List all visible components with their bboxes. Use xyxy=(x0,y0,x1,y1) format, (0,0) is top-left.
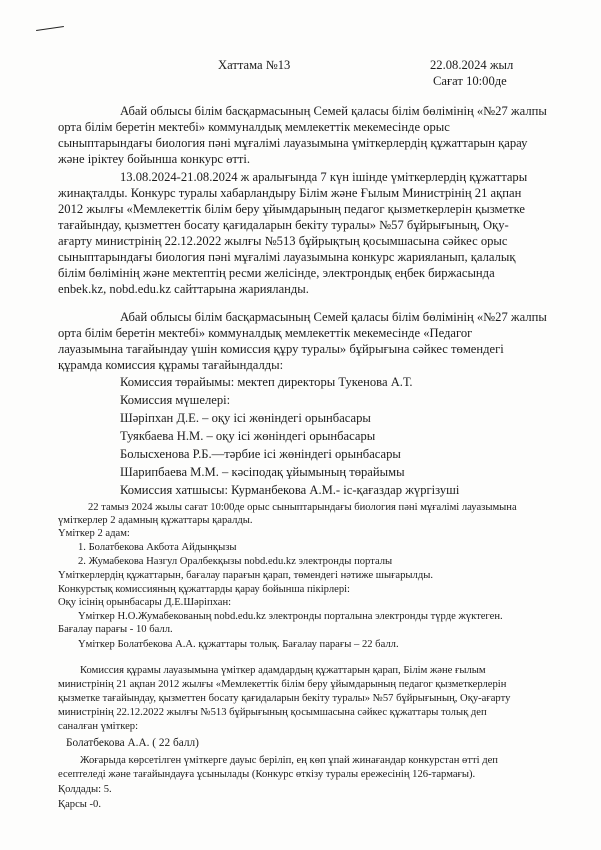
announcement-line: жинақталды. Конкурс туралы хабарландыру Білім және Ғылым Министрінің 21 ақпан xyxy=(58,186,522,200)
commission-member: Болысхенова Р.Б.—тәрбие ісі жөніндегі орынбасары xyxy=(120,447,401,461)
commission-intro-line: Абай облысы білім басқармасының Семей қаласы білім бөлімінің «№27 жалпы xyxy=(120,310,547,324)
announcement-line: 13.08.2024-21.08.2024 ж аралығында 7 күн ішінде үміткерлердің құжаттары xyxy=(120,170,528,184)
commission-intro-line: лауазымына тағайындау үшін комиссия құру туралы» бұйрығына сәйкес төмендегі xyxy=(58,342,504,356)
winner: Болатбекова А.А. ( 22 балл) xyxy=(66,737,199,749)
opinion-line: Үміткер Болатбекова А.А. құжаттары толық. Бағалау парағы – 22 балл. xyxy=(78,639,399,650)
intro-line: Абай облысы білім басқармасының Семей қаласы білім бөлімінің «№27 жалпы xyxy=(120,104,547,118)
opinion-line: Бағалау парағы - 10 балл. xyxy=(58,624,173,635)
candidate-item: 1. Болатбекова Акбота Айдынқызы xyxy=(78,542,237,553)
deputy-label: Оқу ісінің орынбасары Д.Е.Шәріпхан: xyxy=(58,597,232,608)
commission-members-title: Комиссия мүшелері: xyxy=(120,393,231,407)
review-opening: 22 тамыз 2024 жылы сағат 10:00де орыс сыныптарындағы биология пәні мұғалімі лауазымына xyxy=(88,502,517,513)
announcement-line: 2012 жылғы «Мемлекеттік білім беру ұйымдарының педагог қызметкерлерін қызметке xyxy=(58,202,525,216)
announcement-line: ағарту министрінің 22.12.2022 жылғы №513 бұйрықтың қосымшасына сәйкес орыс xyxy=(58,234,508,248)
commission-chair: Комиссия төрайымы: мектеп директоры Тукенова А.Т. xyxy=(120,375,413,389)
announcement-line: тағайындау, қызметтен босату қағидаларын бекіту туралы» №57 бұйрығының, Оқу- xyxy=(58,218,509,232)
commission-member: Туякбаева Н.М. – оқу ісі жөніндегі орынбасары xyxy=(120,429,376,443)
opinion-line: Үміткер Н.О.Жумабекованың nobd.edu.kz электронды порталына электронды түрде жүктеген. xyxy=(78,611,503,622)
review-note: Үміткерлердің құжаттарын, бағалау парағын қарап, төмендегі нәтиже шығарылды. xyxy=(58,570,433,581)
opinions-title: Конкурстық комиссияның құжаттарды қарау бойынша пікірлері: xyxy=(58,584,350,595)
protocol-time: Сағат 10:00де xyxy=(433,74,507,88)
commission-member: Шарипбаева М.М. – кәсіподақ ұйымының төрайымы xyxy=(120,465,405,479)
intro-line: сыныптарындағы биология пәні мұғалімі лауазымына үміткерлердің құжаттарын қарау xyxy=(58,136,528,150)
conclusion-line: саналған үміткер: xyxy=(58,721,139,732)
announcement-line: сыныптарындағы биология пәні мұғалімі лауазымына конкурс жарияланып, қалалық xyxy=(58,250,516,264)
conclusion-line: қызметке тағайындау, қызметтен босату қағидаларын бекіту туралы» №57 бұйрығының, Оқу-ағарту xyxy=(58,693,511,704)
commission-intro-line: орта білім беретін мектебі» коммуналдық мемлекеттік мекемесінде «Педагог xyxy=(58,326,473,340)
announcement-line: білім бөлімінің және мектептің ресми желісінде, электрондық еңбек биржасында xyxy=(58,266,495,280)
protocol-title: Хаттама №13 xyxy=(218,58,291,72)
decision-line: есептеледі және тағайындауға ұсынылады (Конкурс өткізу туралы ережесінің 126-тармағы). xyxy=(58,769,476,780)
votes-against: Қарсы -0. xyxy=(58,799,102,810)
conclusion-line: министрінің 22.12.2022 жылғы №513 бұйрығының қосымшасына сәйкес құжаттары толық деп xyxy=(58,707,487,718)
candidate-count: Үміткер 2 адам: xyxy=(58,528,130,539)
votes-for: Қолдады: 5. xyxy=(58,784,112,795)
announcement-line: enbek.kz, nobd.edu.kz сайттарына жарияланды. xyxy=(58,282,309,296)
protocol-date: 22.08.2024 жыл xyxy=(430,58,514,72)
pen-mark xyxy=(36,26,64,31)
commission-secretary: Комиссия хатшысы: Курманбекова А.М.- іс-қағаздар жүргізуші xyxy=(120,483,460,497)
review-opening-cont: үміткерлер 2 адамның құжаттары қаралды. xyxy=(58,515,253,526)
commission-member: Шәріпхан Д.Е. – оқу ісі жөніндегі орынбасары xyxy=(120,411,371,425)
commission-intro-line: құрамда комиссия құрамы тағайындалды: xyxy=(58,358,284,372)
intro-line: орта білім беретін мектебі» коммуналдық мемлекеттік мекемесінде орыс xyxy=(58,120,450,134)
conclusion-line: Комиссия құрамы лауазымына үміткер адамдардың құжаттарын қарап, Білім және ғылым xyxy=(80,665,486,676)
decision-line: Жоғарыда көрсетілген үміткерге дауыс беріліп, ең көп ұпай жинағандар конкурстан өтті деп xyxy=(80,755,498,766)
candidate-item: 2. Жумабекова Назгул Оралбекқызы nobd.edu.kz электронды порталы xyxy=(78,556,393,567)
conclusion-line: министрінің 21 ақпан 2012 жылғы «Мемлекеттік білім беру ұйымдарының педагог қызметкерлерін xyxy=(58,679,507,690)
intro-line: және іріктеу бойынша конкурс өтті. xyxy=(58,152,251,166)
